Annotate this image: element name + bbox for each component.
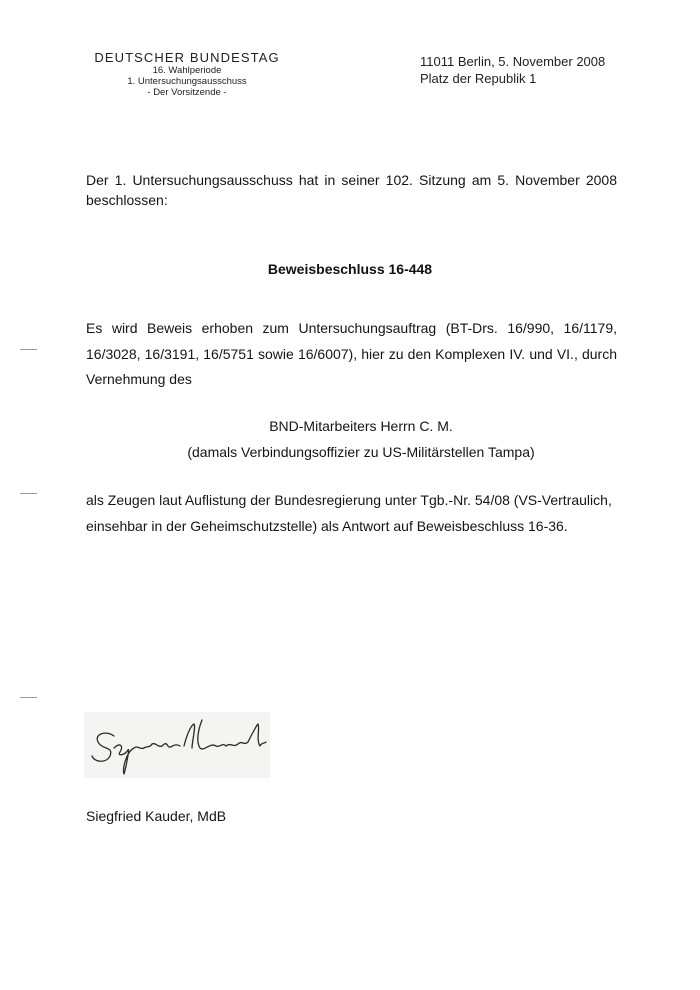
signer-name: Siegfried Kauder, MdB bbox=[86, 808, 227, 824]
handwritten-signature bbox=[84, 712, 270, 778]
body-paragraph: Es wird Beweis erhoben zum Untersuchungsauftrag (BT-Drs. 16/990, 16/1179, 16/3028, 16/3191, 16/5751 sowie 16/6007), hier zu den Komplexen IV. und VI., durch Vernehmung des bbox=[86, 320, 617, 388]
fold-mark bbox=[20, 493, 37, 494]
place-date: 11011 Berlin, 5. November 2008 bbox=[420, 54, 606, 69]
signature-image bbox=[84, 712, 270, 778]
electoral-period: 16. Wahlperiode bbox=[152, 64, 222, 76]
punch-mark-top bbox=[20, 349, 37, 350]
organization-name: DEUTSCHER BUNDESTAG bbox=[94, 50, 280, 65]
intro-paragraph: Der 1. Untersuchungsausschuss hat in seiner 102. Sitzung am 5. November 2008 beschlossen: bbox=[86, 172, 617, 208]
letterhead bbox=[80, 51, 294, 99]
address-block bbox=[420, 53, 605, 87]
closing-paragraph: als Zeugen laut Auflistung der Bundesregierung unter Tgb.-Nr. 54/08 (VS-Vertraulich, einsehbar in der Geheimschutzstelle) als Antwort auf Beweisbeschluss 16-36. bbox=[86, 492, 612, 534]
resolution-title: Beweisbeschluss 16-448 bbox=[267, 261, 433, 277]
witness-role: (damals Verbindungsoffizier zu US-Militärstellen Tampa) bbox=[187, 444, 535, 460]
chair-designation: - Der Vorsitzende - bbox=[147, 86, 227, 98]
street-address: Platz der Republik 1 bbox=[420, 71, 537, 86]
committee-name: 1. Untersuchungsausschuss bbox=[127, 75, 247, 87]
witness-name: BND-Mitarbeiters Herrn C. M. bbox=[269, 418, 453, 434]
punch-mark-bottom bbox=[20, 697, 37, 698]
